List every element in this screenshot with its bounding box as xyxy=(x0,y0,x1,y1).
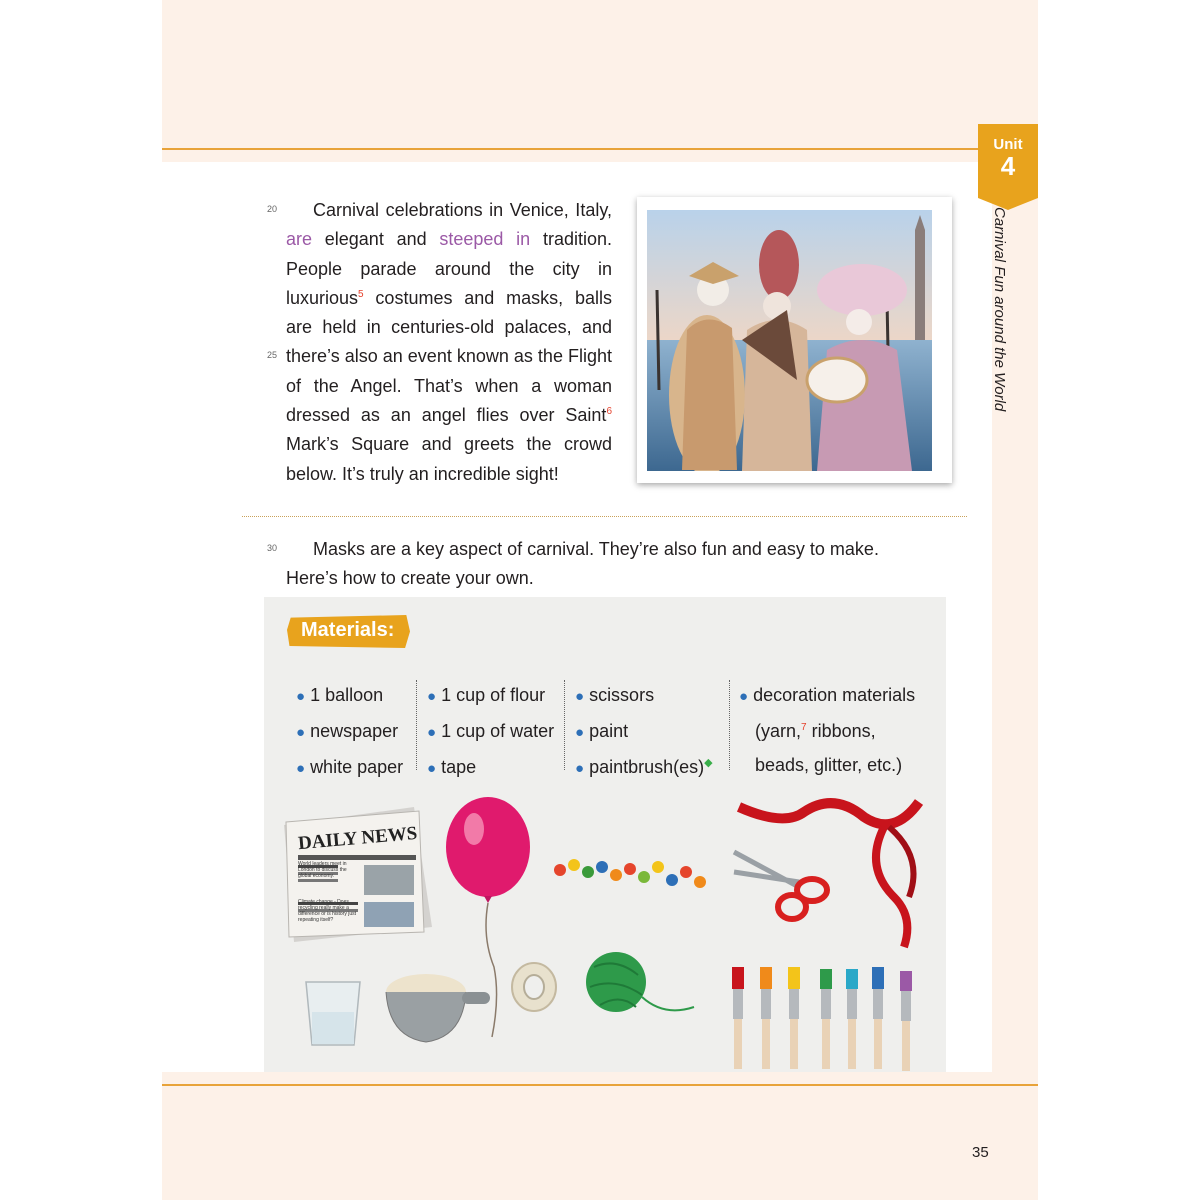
tape-picture xyxy=(512,963,556,1011)
text-run: People parade around the city in xyxy=(286,258,612,279)
text-run: Carnival celebrations in Venice, Italy, xyxy=(313,200,612,220)
section-divider xyxy=(242,516,967,517)
list-item: ● 1 cup of flour xyxy=(427,685,546,705)
footnote-marker: 6 xyxy=(606,406,612,418)
carnival-costumes-image xyxy=(647,210,932,471)
scissors-picture xyxy=(734,852,827,919)
paragraph-line xyxy=(286,284,612,313)
text-run: are held in centuries-old palaces, and xyxy=(286,317,612,338)
intro-line-2: Here’s how to create your own. xyxy=(286,568,534,589)
highlighted-term: steeped in xyxy=(439,229,531,250)
list-item: ● 1 balloon xyxy=(296,685,384,705)
venice-carnival-photo xyxy=(637,197,952,483)
paragraph-line xyxy=(286,372,612,401)
bottom-rule xyxy=(162,1084,1038,1086)
beads-picture xyxy=(554,859,706,888)
paragraph-line xyxy=(286,255,612,284)
list-item: ● scissors xyxy=(575,685,655,705)
paragraph-line xyxy=(286,401,612,430)
column-divider xyxy=(729,680,730,770)
list-item-continuation: beads, glitter, etc.) xyxy=(755,755,903,775)
line-number: 30 xyxy=(266,543,277,553)
list-item-continuation: (yarn,$^7$ ribbons, xyxy=(755,721,876,741)
paragraph-line xyxy=(286,225,612,254)
list-item: ● paintbrush(es)◆ xyxy=(575,757,713,777)
text-run: Mark’s Square and greets the crowd xyxy=(286,434,612,455)
text-run: elegant and xyxy=(312,229,440,250)
list-item: ● paint xyxy=(575,721,629,741)
materials-column-2 xyxy=(427,678,554,786)
paragraph-line xyxy=(286,342,612,371)
materials-panel xyxy=(264,597,946,1072)
text-run: costumes and masks, balls xyxy=(363,287,612,308)
unit-number: 4 xyxy=(1000,151,1016,181)
yarn-picture xyxy=(586,952,694,1012)
paragraph-line xyxy=(313,196,612,225)
text-run: dressed as an angel flies over Saint xyxy=(286,405,607,426)
footnote-marker: 5 xyxy=(358,288,364,300)
paragraph-line xyxy=(286,460,612,489)
materials-column-3 xyxy=(575,678,713,786)
newspaper-headline-2: Climate change - Does recycling really make a difference or is history just repeating itself? xyxy=(298,899,356,923)
newspaper-headline-1: World leaders meet in London to discuss the global economy. xyxy=(298,861,347,879)
line-number: 20 xyxy=(266,204,277,214)
paragraph-line xyxy=(286,430,612,459)
top-rule xyxy=(162,148,1038,150)
text-run: of the Angel. That’s when a woman xyxy=(286,375,612,396)
column-divider xyxy=(416,680,417,770)
masks-intro-paragraph xyxy=(286,535,906,594)
newspaper-masthead: DAILY NEWS xyxy=(297,822,419,855)
venice-paragraph xyxy=(286,196,612,489)
water-glass-picture xyxy=(306,982,360,1045)
unit-label: Unit xyxy=(993,136,1023,153)
list-item: ● 1 cup of water xyxy=(427,721,555,741)
materials-column-4 xyxy=(739,678,915,782)
flour-cup-picture xyxy=(386,974,490,1042)
highlighted-term: are xyxy=(286,229,313,250)
unit-tab xyxy=(978,124,1038,198)
intro-line-1: Masks are a key aspect of carnival. They’re also fun and easy to make. xyxy=(313,539,879,559)
materials-column-1 xyxy=(296,678,403,786)
list-item: ● decoration materials xyxy=(739,685,916,705)
glossary-marker-icon: ◆ xyxy=(704,757,713,769)
materials-title: Materials: xyxy=(301,619,395,641)
list-item: ● newspaper xyxy=(296,721,399,741)
line-number: 25 xyxy=(266,350,277,360)
paintbrushes-picture xyxy=(732,967,912,1071)
list-item: ● white paper xyxy=(296,757,404,777)
unit-side-title: Carnival Fun around the World xyxy=(991,207,1008,412)
text-run: there’s also an event known as the Flight xyxy=(286,346,612,367)
text-run: tradition. xyxy=(530,229,612,250)
list-item: ● tape xyxy=(427,757,477,777)
page-number: 35 xyxy=(972,1144,989,1161)
text-run: below. It’s truly an incredible sight! xyxy=(286,463,559,484)
paragraph-line xyxy=(286,313,612,342)
column-divider xyxy=(564,680,565,770)
text-run: luxurious xyxy=(286,287,359,308)
